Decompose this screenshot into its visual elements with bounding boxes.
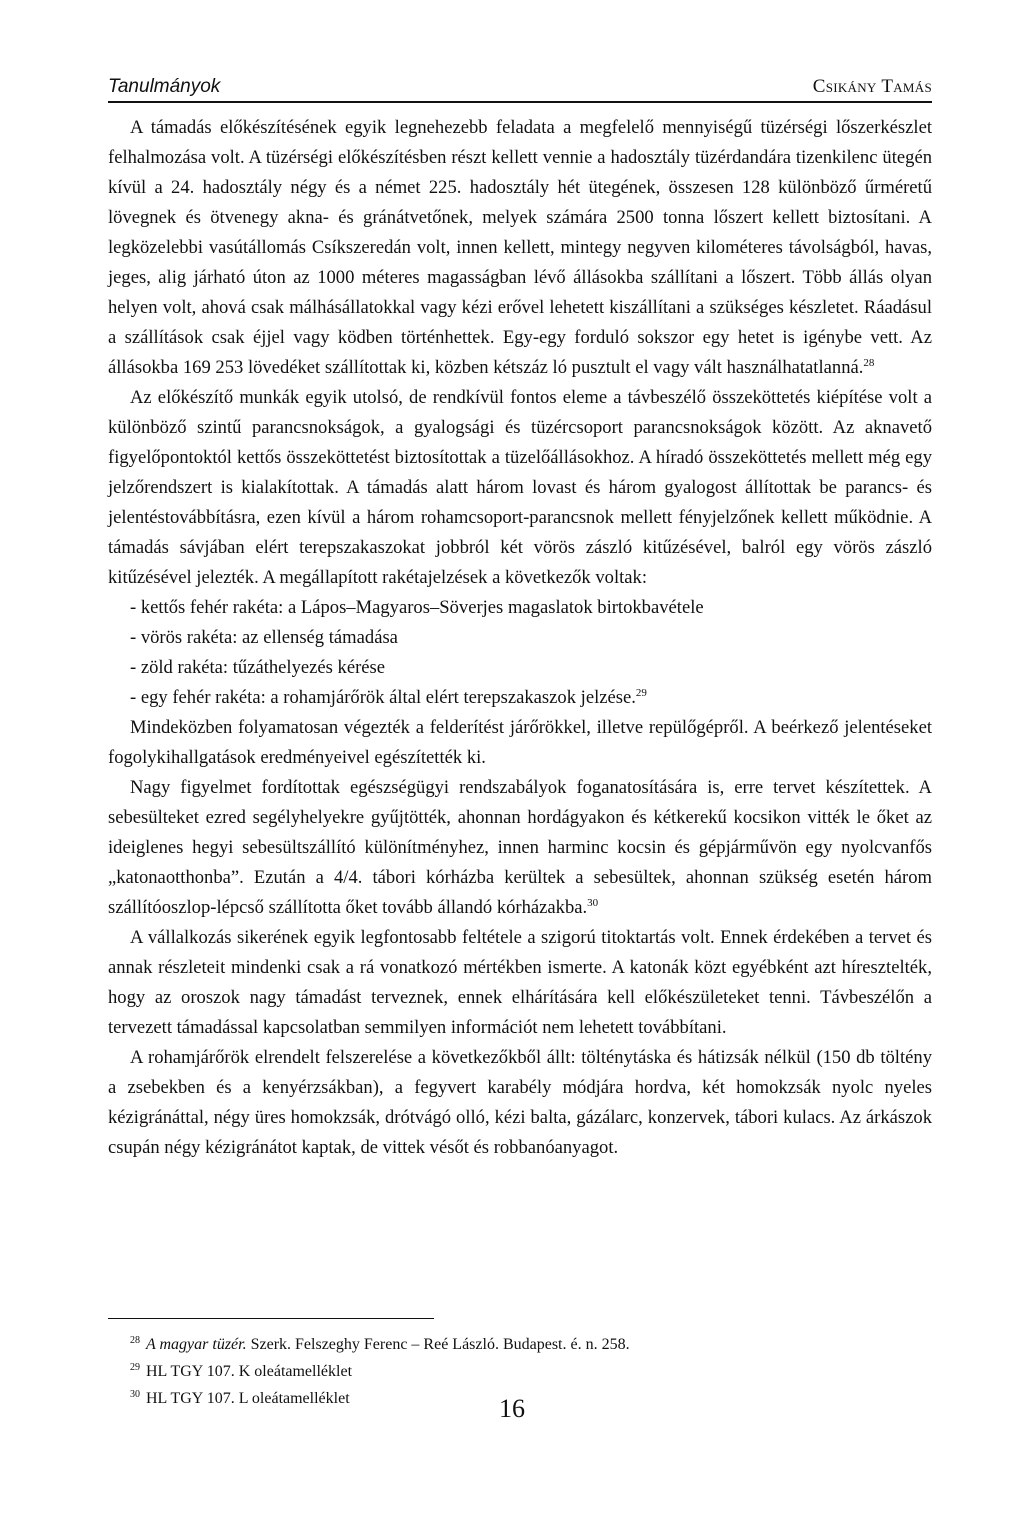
paragraph-3: Mindeközben folyamatosan végezték a felderítést járőrökkel, illetve repülőgépről. A beérkező jelentéseket fogolykihallgatások eredményeivel egészítették ki. [108, 717, 932, 768]
footnote-separator [108, 1318, 434, 1319]
footnote-28: $^{28}$ A magyar tüzér. Szerk. Felszeghy Ferenc – Reé László. Budapest. é. n. 258. [130, 1334, 630, 1353]
author-name: Csikány Tamás [812, 76, 932, 97]
paragraph-4: Nagy figyelmet fordítottak egészségügyi rendszabályok foganatosítására is, erre tervet készítettek. A sebesülteket ezred segélyhelyekre gyűjtötték, ahonnan hordágyakon és kétkerekű kocsikon vitték le őket az ideiglenes hegyi sebesültszállító különítményhez, innen harminc kocsin és gépjárművön egy nyolcvanfős „katonaotthonba”. Ezután a 4/4. tábori kórházba kerültek a sebesültek, ahonnan szükség esetén három szállítóoszlop-lépcső szállította őket tovább állandó kórházakba.$^{30}$ [108, 777, 932, 918]
footnote-ref-28[interactable]: 28 [863, 356, 875, 369]
footnote-ref-30[interactable]: 30 [587, 896, 599, 909]
paragraph-6: A rohamjárőrök elrendelt felszerelése a következőkből állt: tölténytáska és hátizsák nélkül (150 db töltény a zsebekben és a kenyérzsákban), a fegyvert karabély módjára hordva, két homokzsák nyolc nyeles kézigránáttal, négy üres homokzsák, drótvágó olló, kézi balta, gázálarc, konzervek, tábori kulacs. Az árkászok csupán négy kézigránátot kaptak, de vittek vésőt és robbanóanyagot. [108, 1047, 932, 1158]
list-item: - zöld rakéta: tűzáthelyezés kérése [130, 657, 386, 678]
paragraph-1: A támadás előkészítésének egyik legnehezebb feladata a megfelelő mennyiségű tüzérségi lőszerkészlet felhalmozása volt. A tüzérségi előkészítésben részt kellett vennie a hadosztály tüzérdandára tizenkilenc ütegén kívül a 24. hadosztály négy és a német 225. hadosztály hét ütegének, összesen 128 különböző űrméretű lövegnek és ötvenegy akna- és gránátvetőnek, melyek számára 2500 tonna lőszert kellett biztosítani. A legközelebbi vasútállomás Csíkszeredán volt, innen kellett, mintegy negyven kilométeres távolságból, havas, jeges, alig járható úton az 1000 méteres magasságban lévő állásokba szállítani a lőszert. Több állás olyan helyen volt, ahová csak málhásállatokkal vagy kézi erővel lehetett kiszállítani a szükséges készletet. Ráadásul a szállítások csak éjjel vagy ködben történhettek. Egy-egy forduló sokszor egy hetet is igénybe vett. Az állásokba 169 253 lövedéket szállítottak ki, közben kétszáz ló pusztult el vagy vált használhatatlanná.$^{28}$ [108, 117, 932, 378]
list-item: - kettős fehér rakéta: a Lápos–Magyaros–Söverjes magaslatok birtokbavétele [130, 597, 704, 618]
paragraph-5: A vállalkozás sikerének egyik legfontosabb feltétele a szigorú titoktartás volt. Ennek érdekében a tervet és annak részleteit mindenki csak a rá vonatkozó mértékben ismerte. A katonák közt egyébként azt híresztelték, hogy az oroszok nagy támadást terveznek, ennek elhárítására kell előkészületeket tenni. Távbeszélőn a tervezett támadással kapcsolatban semmilyen információt nem lehetett továbbítani. [108, 927, 932, 1038]
list-item: - vörös rakéta: az ellenség támadása [130, 627, 398, 648]
list-item: - egy fehér rakéta: a rohamjárőrök által elért terepszakaszok jelzése.$^{29}$ [130, 686, 647, 708]
rocket-signal-list [108, 593, 932, 713]
section-title: Tanulmányok [108, 76, 221, 97]
page-number: 16 [499, 1394, 525, 1423]
running-header [108, 72, 932, 103]
footnote-30: $^{30}$ HL TGY 107. L oleátamelléklet [130, 1388, 350, 1407]
paragraph-2: Az előkészítő munkák egyik utolsó, de rendkívül fontos eleme a távbeszélő összeköttetés kiépítése volt a különböző szintű parancsnokságok, a gyalogsági és tüzércsoport parancsnokságok között. Az aknavető figyelőpontoktól kettős összeköttetést biztosítottak a tüzelőállásokhoz. A híradó összeköttetés mellett még egy jelzőrendszert is kialakítottak. A támadás alatt három lovast és három gyalogost állítottak be parancs- és jelentéstovábbításra, ezen kívül a három rohamcsoport-parancsnok mellett fényjelzőnek kellett működnie. A támadás sávjában elért terepszakaszokat jobbról két vörös zászló kitűzésével, balról egy vörös zászló kitűzésével jelezték. A megállapított rakétajelzések a következők voltak: [108, 387, 932, 588]
footnote-29: $^{29}$ HL TGY 107. K oleátamelléklet [130, 1361, 353, 1380]
page [108, 72, 932, 1163]
footnote-ref-29[interactable]: 29 [635, 686, 647, 699]
body-text [108, 113, 932, 1163]
